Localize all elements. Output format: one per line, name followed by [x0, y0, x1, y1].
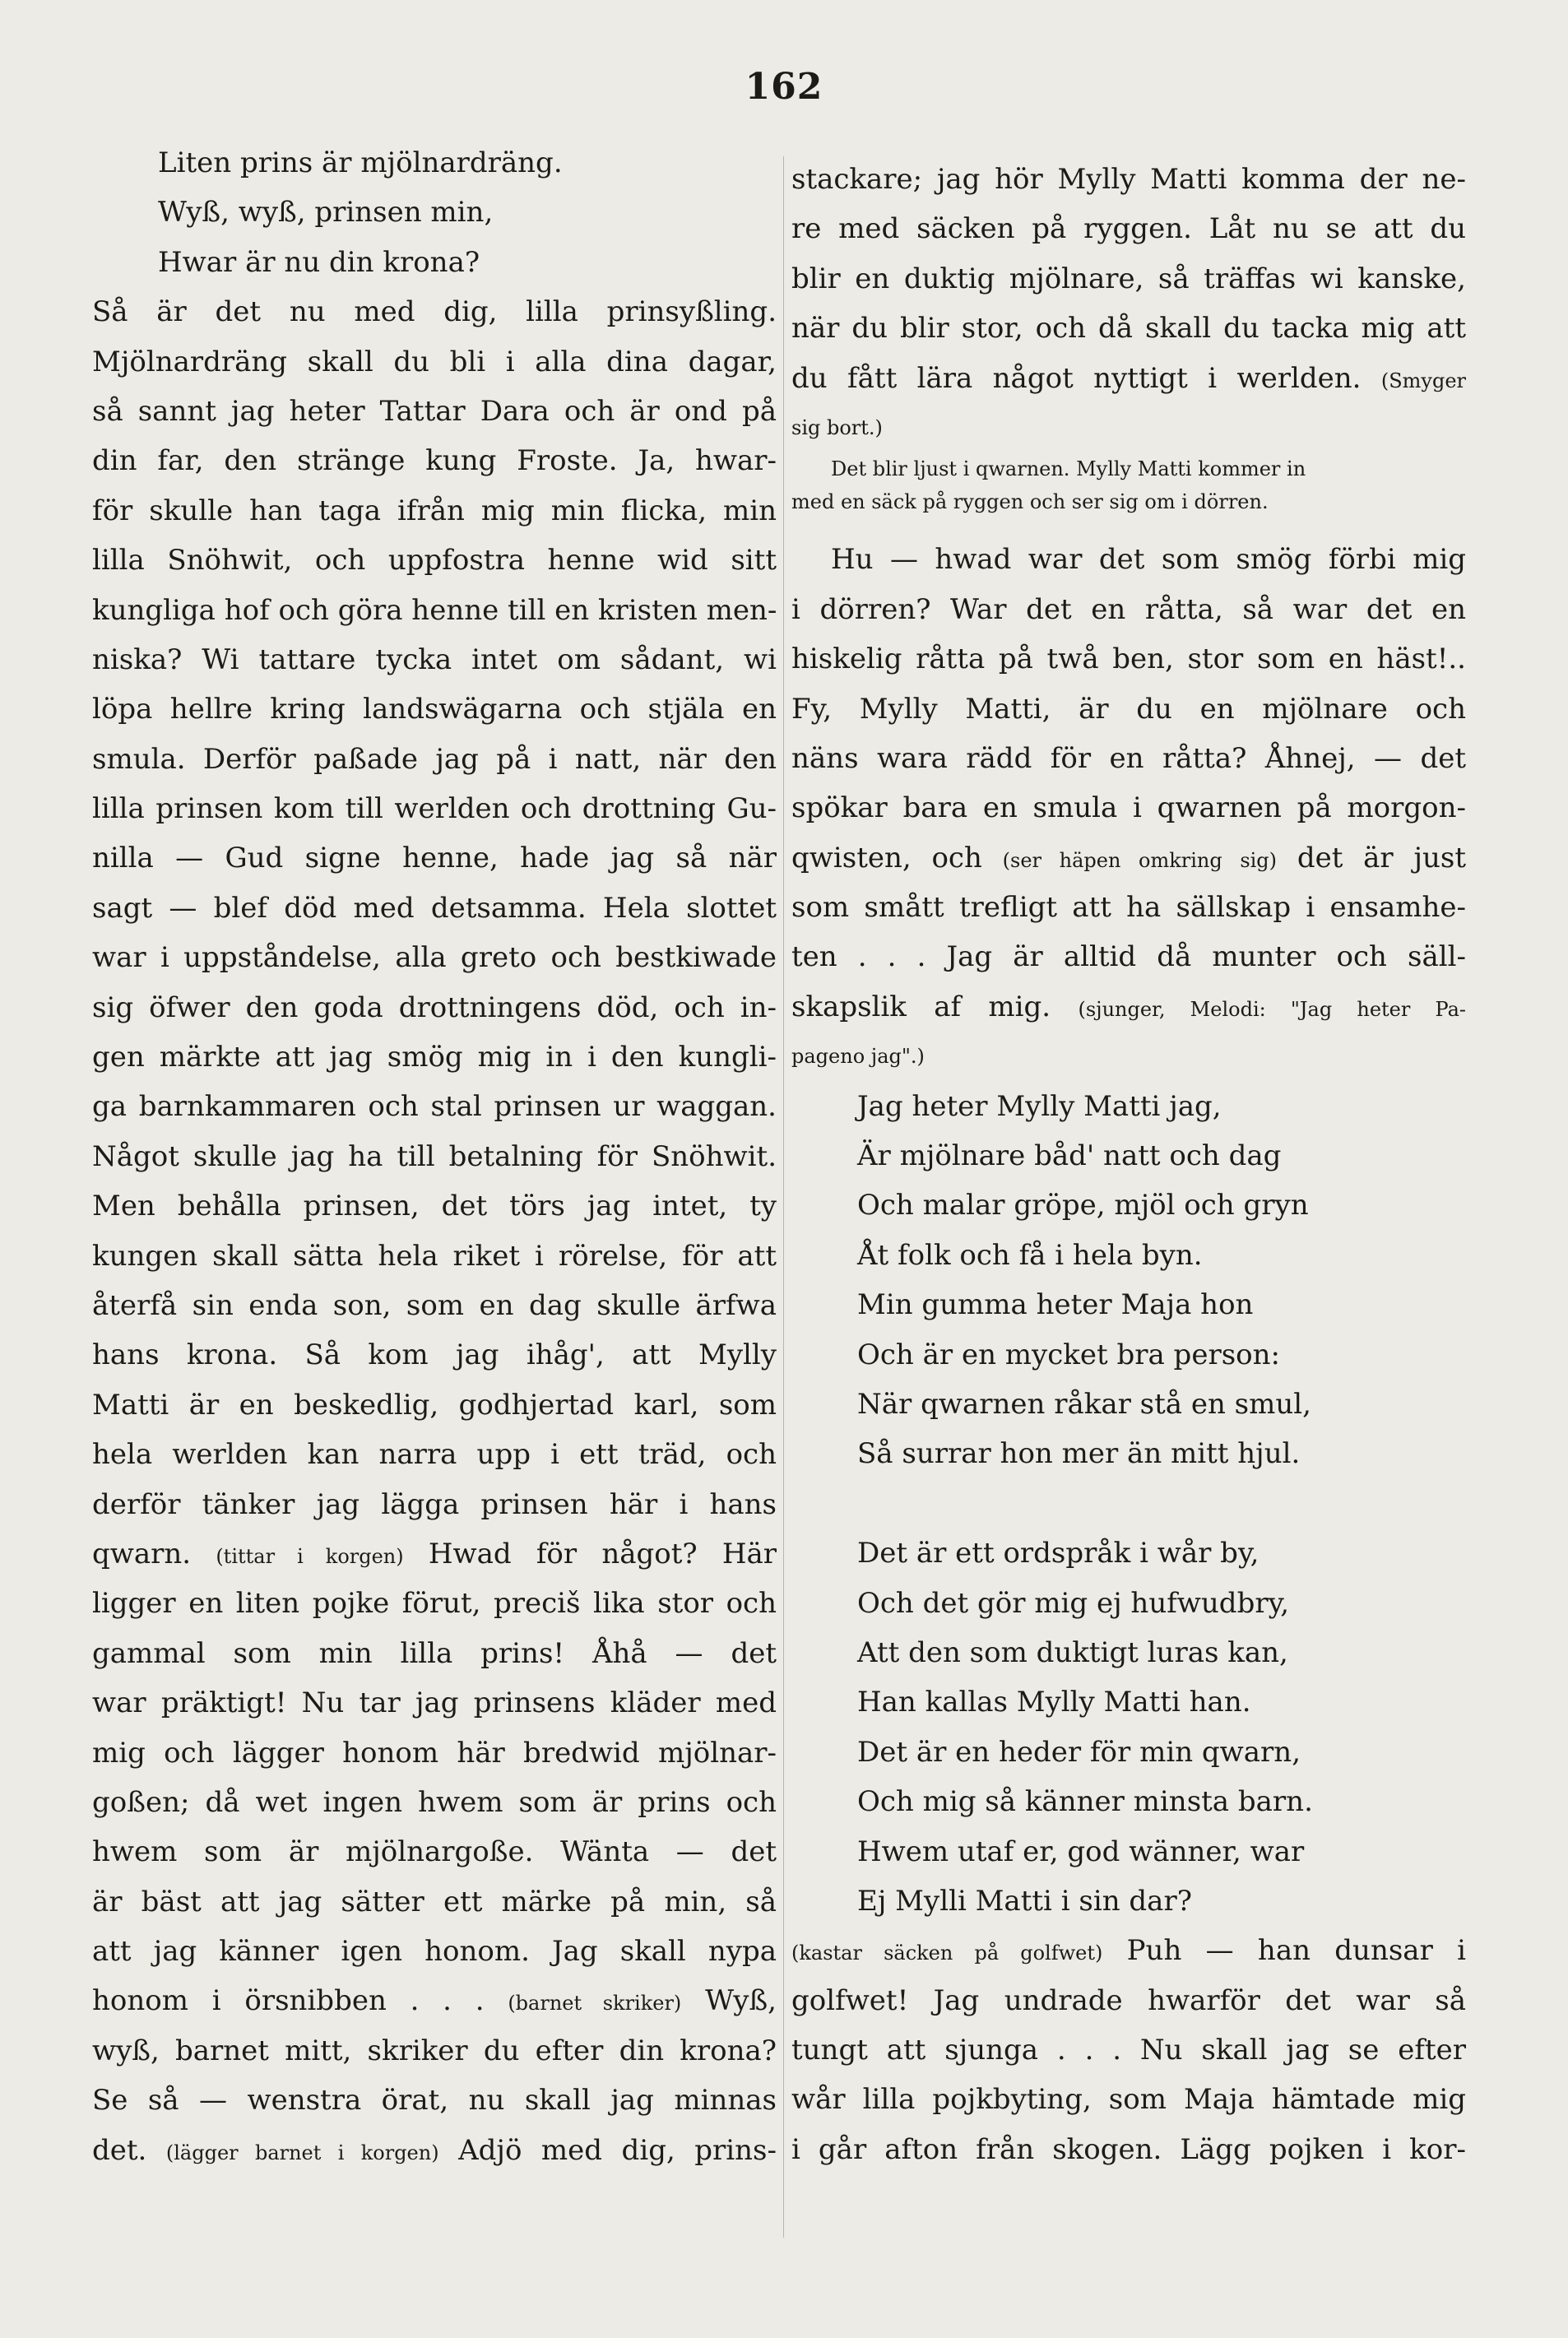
prose-line: ten . . . Jag är alltid då munter och säll-: [791, 940, 1466, 974]
stage-direction: sig bort.): [791, 415, 883, 439]
prose-line: Hu — hwad war det som smög förbi mig: [831, 543, 1466, 577]
song-line: Och mig så känner minsta barn.: [857, 1785, 1313, 1819]
song-line: Och malar gröpe, mjöl och gryn: [857, 1189, 1309, 1222]
prose-line: goßen; då wet ingen hwem som är prins och: [92, 1785, 777, 1819]
page-number: 162: [745, 66, 823, 108]
stage-direction: med en säck på ryggen och ser sig om i dörren.: [791, 490, 1269, 514]
left-column: [92, 138, 777, 2175]
stage-direction: (barnet skriker): [508, 1992, 682, 2016]
prose-line: Så är det nu med dig, lilla prinsyßling.: [92, 295, 777, 329]
stage-direction: pageno jag".): [791, 1045, 925, 1069]
song-line: Jag heter Mylly Matti jag,: [857, 1089, 1222, 1123]
stage-direction: (sjunger, Melodi: "Jag heter Pa-: [1078, 997, 1466, 1021]
prose-line: smula. Derför paßade jag på i natt, när den: [92, 742, 777, 776]
prose-line: wår lilla pojkbyting, som Maja hämtade mig: [791, 2083, 1466, 2117]
prose-line: så sannt jag heter Tattar Dara och är ond på: [92, 394, 777, 428]
stage-direction: (tittar i korgen): [216, 1544, 404, 1568]
prose-line: kungliga hof och göra henne till en kristen men-: [92, 593, 777, 627]
song-line: Och det gör mig ej hufwudbry,: [857, 1586, 1290, 1620]
prose-line: Matti är en beskedlig, godhjertad karl, som: [92, 1388, 777, 1422]
prose-line: lilla Snöhwit, och uppfostra henne wid sitt: [92, 544, 777, 578]
stanza-break: [791, 1479, 1466, 1529]
prose-line: hwem som är mjölnargoße. Wänta — det: [92, 1835, 777, 1869]
prose-line: när du blir stor, och då skall du tacka mig att: [791, 312, 1466, 346]
prose-line: nilla — Gud signe henne, hade jag så när: [92, 842, 777, 875]
prose-fragment: det är just: [1297, 841, 1466, 874]
prose-line: återfå sin enda son, som en dag skulle ärfwa: [92, 1288, 777, 1322]
prose-line: Se så — wenstra örat, nu skall jag minnas: [92, 2084, 777, 2118]
song-line: Det är en heder för min qwarn,: [857, 1735, 1301, 1769]
prose-fragment: Hwad för något? Här: [428, 1537, 777, 1570]
prose-line: för skulle han taga ifrån mig min flicka, min: [92, 494, 777, 527]
prose-fragment: Wyß,: [705, 1984, 777, 2018]
prose-line-with-stage: [791, 354, 1466, 403]
prose-fragment: Puh — han dunsar i: [1126, 1934, 1466, 1968]
prose-fragment: qwisten, och: [791, 841, 982, 874]
prose-line: re med säcken på ryggen. Låt nu se att du: [791, 212, 1466, 246]
prose-line: Något skulle jag ha till betalning för Snöhwit.: [92, 1139, 777, 1173]
prose-line: mig och lägger honom här bredwid mjölnar-: [92, 1736, 777, 1770]
prose-line: att jag känner igen honom. Jag skall nypa: [92, 1935, 777, 1969]
prose-line: sagt — blef död med detsamma. Hela slottet: [92, 891, 777, 925]
prose-line-with-stage: [92, 1529, 777, 1579]
prose-fragment: honom i örsnibben . . .: [92, 1984, 485, 2018]
stage-direction: (kastar säcken på golfwet): [791, 1941, 1103, 1965]
prose-line-with-stage: [791, 833, 1466, 883]
song-line: Så surrar hon mer än mitt hjul.: [857, 1437, 1301, 1471]
prose-line-with-stage: [92, 2126, 777, 2175]
prose-line: wyß, barnet mitt, skriker du efter din krona?: [92, 2034, 777, 2067]
verse-line: Hwar är nu din krona?: [158, 245, 480, 279]
verse-line: Liten prins är mjölnardräng.: [158, 146, 563, 179]
prose-line-with-stage: [92, 1976, 777, 2025]
prose-line: Men behålla prinsen, det törs jag intet, ty: [92, 1190, 777, 1223]
prose-line: Fy, Mylly Matti, är du en mjölnare och: [791, 692, 1466, 726]
stage-direction: (ser häpen omkring sig): [1002, 848, 1278, 872]
prose-line: är bäst att jag sätter ett märke på min, så: [92, 1885, 777, 1918]
stage-direction: (lägger barnet i korgen): [165, 2141, 439, 2164]
prose-line-with-stage: [791, 982, 1466, 1032]
prose-fragment: det.: [92, 2133, 147, 2167]
song-line: Han kallas Mylly Matti han.: [857, 1686, 1251, 1719]
prose-line: blir en duktig mjölnare, så träffas wi kanske,: [791, 262, 1466, 295]
prose-line: Mjölnardräng skall du bli i alla dina dagar,: [92, 345, 777, 378]
song-line: Min gumma heter Maja hon: [857, 1288, 1254, 1322]
song-line: Hwem utaf er, god wänner, war: [857, 1835, 1305, 1868]
stage-direction: (Smyger: [1380, 369, 1466, 392]
prose-line: gen märkte att jag smög mig in i den kungli-: [92, 1041, 777, 1074]
prose-fragment: qwarn.: [92, 1537, 192, 1570]
prose-line: war präktigt! Nu tar jag prinsens kläder med: [92, 1686, 777, 1720]
prose-line: kungen skall sätta hela riket i rörelse, för att: [92, 1239, 777, 1273]
prose-line: golfwet! Jag undrade hwarför det war så: [791, 1983, 1466, 2017]
prose-fragment: Adjö med dig, prins-: [458, 2133, 777, 2167]
prose-line: gammal som min lilla prins! Åhå — det: [92, 1636, 777, 1670]
prose-line: hiskelig råtta på twå ben, stor som en häst!..: [791, 642, 1466, 676]
song-line: Och är en mycket bra person:: [857, 1338, 1280, 1371]
prose-line: ga barnkammaren och stal prinsen ur waggan.: [92, 1090, 777, 1124]
prose-line: lilla prinsen kom till werlden och drottning Gu-: [92, 792, 777, 826]
prose-line: hela werlden kan narra upp i ett träd, och: [92, 1438, 777, 1472]
song-line: Är mjölnare båd' natt och dag: [857, 1139, 1282, 1173]
right-column: [791, 155, 1466, 2174]
prose-line-with-stage: [791, 1926, 1466, 1975]
prose-line: ligger en liten pojke förut, preciš lika stor och: [92, 1587, 777, 1621]
prose-line: derför tänker jag lägga prinsen här i hans: [92, 1487, 777, 1521]
prose-line: i går afton från skogen. Lägg pojken i kor-: [791, 2132, 1466, 2166]
prose-line: löpa hellre kring landswägarna och stjäla en: [92, 693, 777, 726]
song-line: Åt folk och få i hela byn.: [857, 1238, 1203, 1272]
song-line: Ej Mylli Matti i sin dar?: [857, 1884, 1192, 1918]
verse-line: Wyß, wyß, prinsen min,: [158, 196, 494, 230]
prose-line: hans krona. Så kom jag ihåg', att Mylly: [92, 1338, 777, 1372]
prose-line: tungt att sjunga . . . Nu skall jag se efter: [791, 2034, 1466, 2067]
prose-line: din far, den stränge kung Froste. Ja, hwar-: [92, 444, 777, 478]
prose-fragment: skapslik af mig.: [791, 990, 1051, 1023]
song-line: När qwarnen råkar stå en smul,: [857, 1387, 1311, 1421]
prose-fragment: du fått lära något nyttigt i werlden.: [791, 361, 1362, 395]
prose-line: war i uppståndelse, alla greto och bestkiwade: [92, 941, 777, 975]
prose-line: som smått trefligt att ha sällskap i ensamhe-: [791, 891, 1466, 925]
song-line: Att den som duktigt luras kan,: [857, 1635, 1288, 1669]
prose-line: spökar bara en smula i qwarnen på morgon-: [791, 791, 1466, 825]
prose-line: sig öfwer den goda drottningens död, och in-: [92, 990, 777, 1024]
prose-line: stackare; jag hör Mylly Matti komma der ne-: [791, 163, 1466, 196]
stage-direction: Det blir ljust i qwarnen. Mylly Matti kommer in: [831, 457, 1306, 481]
prose-line: i dörren? War det en råtta, så war det en: [791, 592, 1466, 626]
song-line: Det är ett ordspråk i wår by,: [857, 1537, 1260, 1570]
prose-line: niska? Wi tattare tycka intet om sådant, wi: [92, 642, 777, 676]
column-divider: [783, 156, 784, 2238]
prose-line: näns wara rädd för en råtta? Åhnej, — det: [791, 741, 1466, 775]
